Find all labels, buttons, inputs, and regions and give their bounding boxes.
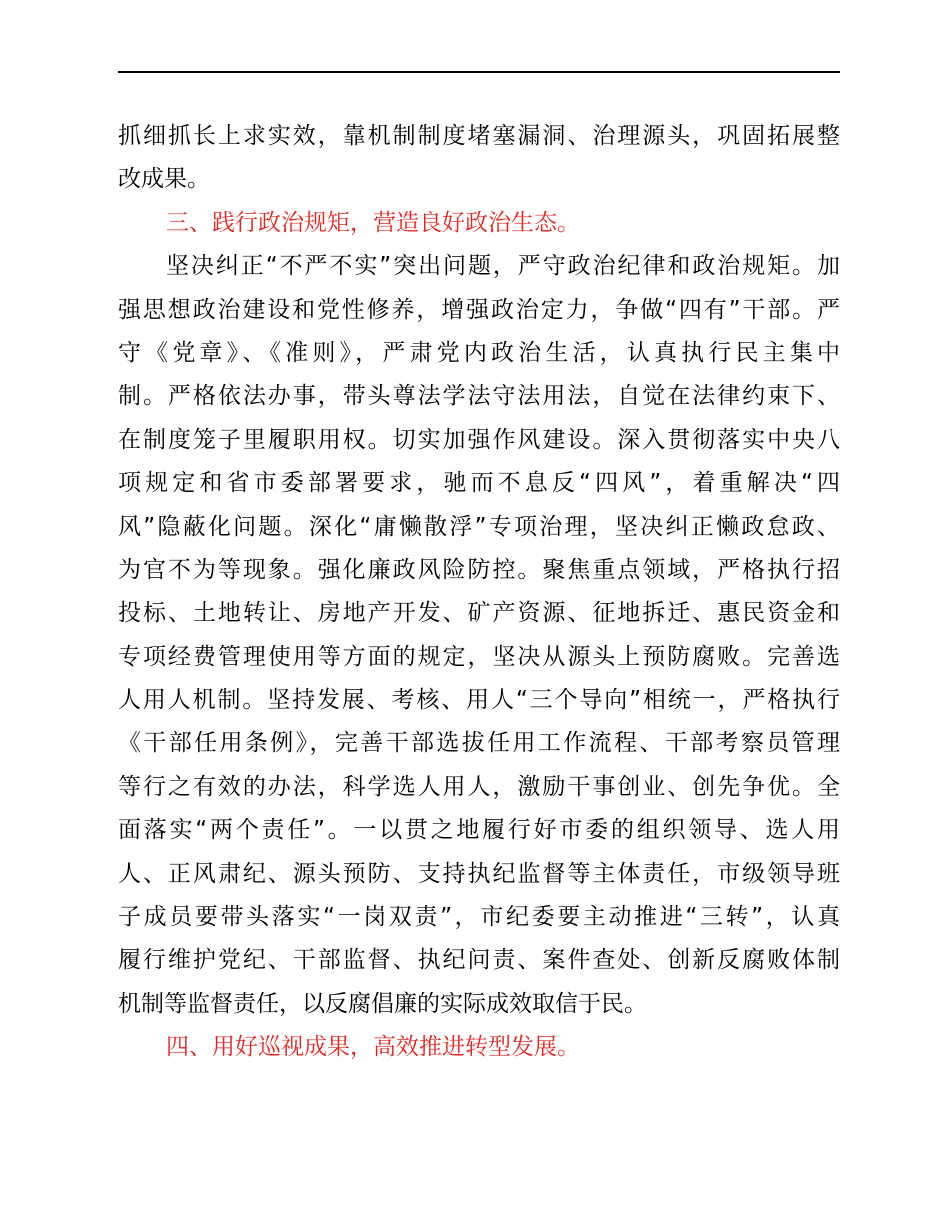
paragraph-line: 抓细抓长上求实效，靠机制制度堵塞漏洞、治理源头，巩固拓展整 bbox=[118, 123, 840, 149]
paragraph-line: 履行维护党纪、干部监督、执纪问责、案件查处、创新反腐败体制 bbox=[118, 947, 840, 974]
paragraph-line: 项规定和省市委部署要求，驰而不息反“四风”，着重解决“四 bbox=[118, 470, 840, 497]
paragraph-line: 人、正风肃纪、源头预防、支持执纪监督等主体责任，市级领导班 bbox=[118, 860, 840, 887]
paragraph-line: 人用人机制。坚持发展、考核、用人“三个导向”相统一，严格执行 bbox=[118, 687, 840, 714]
paragraph-line: 强思想政治建设和党性修养，增强政治定力，争做“四有”干部。严 bbox=[118, 296, 840, 323]
paragraph-line: 风”隐蔽化问题。深化“庸懒散浮”专项治理，坚决纠正懒政怠政、 bbox=[118, 513, 840, 540]
paragraph-line: 《干部任用条例》，完善干部选拔任用工作流程、干部考察员管理 bbox=[118, 730, 840, 757]
paragraph-line: 制。严格依法办事，带头尊法学法守法用法，自觉在法律约束下、 bbox=[118, 383, 840, 410]
paragraph-line: 专项经费管理使用等方面的规定，坚决从源头上预防腐败。完善选 bbox=[118, 643, 840, 670]
paragraph-line: 坚决纠正“不严不实”突出问题，严守政治纪律和政治规矩。加 bbox=[166, 253, 840, 280]
paragraph-line: 守《党章》、《准则》，严肃党内政治生活，认真执行民主集中 bbox=[118, 339, 840, 366]
paragraph-line: 改成果。 bbox=[118, 166, 210, 193]
paragraph-line: 为官不为等现象。强化廉政风险防控。聚焦重点领域，严格执行招 bbox=[118, 556, 840, 583]
paragraph-line: 子成员要带头落实“一岗双责”，市纪委要主动推进“三转”，认真 bbox=[118, 904, 840, 931]
paragraph-line: 投标、土地转让、房地产开发、矿产资源、征地拆迁、惠民资金和 bbox=[118, 600, 840, 627]
document-body bbox=[118, 115, 840, 1070]
section-heading-4: 四、用好巡视成果，高效推进转型发展。 bbox=[166, 1034, 580, 1061]
paragraph-line: 在制度笼子里履职用权。切实加强作风建设。深入贯彻落实中央八 bbox=[118, 426, 840, 453]
header-rule bbox=[118, 71, 840, 73]
paragraph-line: 机制等监督责任，以反腐倡廉的实际成效取信于民。 bbox=[118, 990, 647, 1017]
paragraph-line: 面落实“两个责任”。一以贯之地履行好市委的组织领导、选人用 bbox=[118, 817, 840, 844]
section-heading-3: 三、践行政治规矩，营造良好政治生态。 bbox=[166, 209, 580, 236]
paragraph-line: 等行之有效的办法，科学选人用人，激励干事创业、创先争优。全 bbox=[118, 773, 840, 800]
